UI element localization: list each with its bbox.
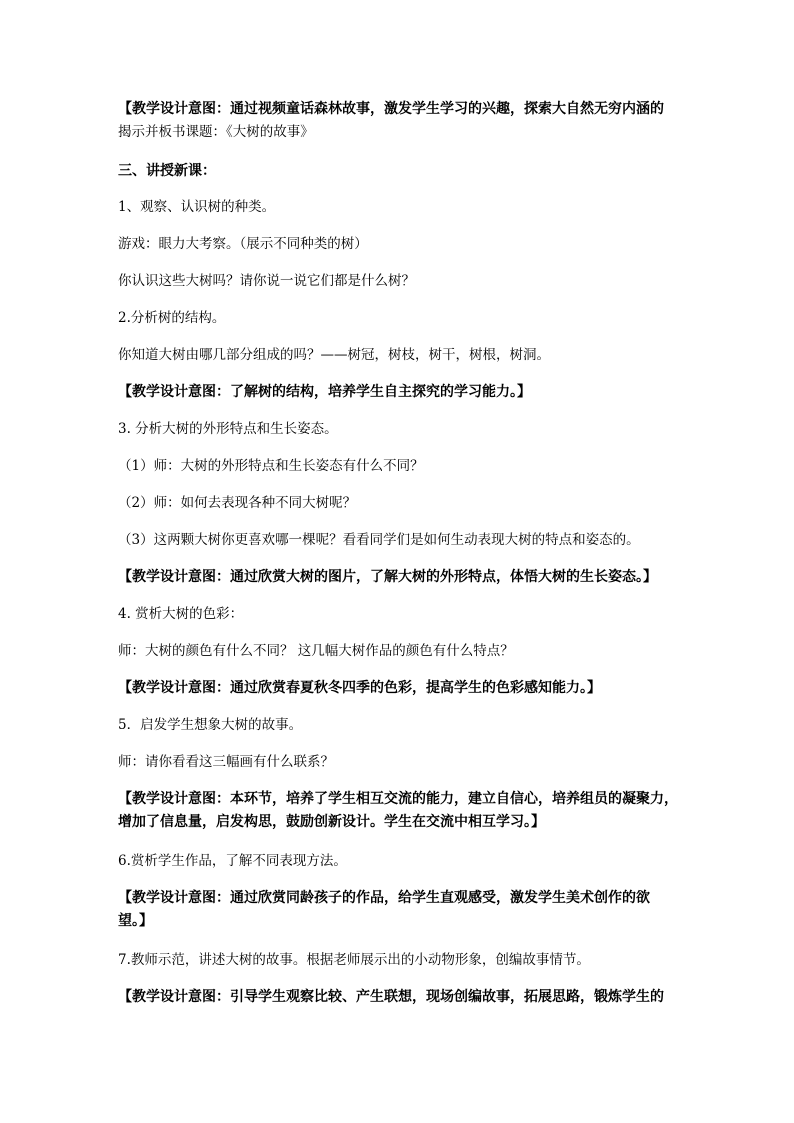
paragraph-color-question: 师：大树的颜色有什么不同？ 这几幅大树作品的颜色有什么特点？: [118, 643, 514, 659]
paragraph-item-2: （2）师：如何去表现各种不同大树呢？: [118, 495, 357, 511]
paragraph-step-4: 4. 赏析大树的色彩：: [118, 606, 244, 622]
paragraph-design-intent-5a: 【教学设计意图：本环节，培养了学生相互交流的能力，建立自信心，培养组员的凝聚力，: [118, 791, 678, 807]
paragraph-step-5: 5．启发学生想象大树的故事。: [118, 717, 303, 733]
paragraph-design-intent-1: 【教学设计意图：通过视频童话森林故事，激发学生学习的兴趣，探索大自然无穷内涵的: [118, 101, 664, 117]
paragraph-game: 游戏：眼力大考察。（展示不同种类的树）: [118, 236, 368, 252]
section-heading: 三、讲授新课：: [118, 163, 216, 179]
paragraph-design-intent-3: 【教学设计意图：通过欣赏大树的图片，了解大树的外形特点，体悟大树的生长姿态。】: [118, 569, 657, 585]
paragraph-step-2: 2.分析树的结构。: [118, 310, 226, 326]
paragraph-connection-question: 师：请你看看这三幅画有什么联系？: [118, 754, 334, 770]
paragraph-design-intent-5b: 增加了信息量，启发构思，鼓励创新设计。学生在交流中相互学习。】: [118, 814, 545, 830]
paragraph-step-3: 3. 分析大树的外形特点和生长姿态。: [118, 421, 338, 437]
paragraph-design-intent-2: 【教学设计意图：了解树的结构，培养学生自主探究的学习能力。】: [118, 384, 531, 400]
paragraph-item-1: （1）师：大树的外形特点和生长姿态有什么不同？: [118, 458, 424, 474]
paragraph-design-intent-7: 【教学设计意图：引导学生观察比较、产生联想，现场创编故事，拓展思路，锻炼学生的: [118, 989, 664, 1005]
paragraph-design-intent-6b: 望。】: [118, 913, 153, 929]
paragraph-lesson-title: 揭示并板书课题：《大树的故事》: [118, 124, 314, 140]
paragraph-step-7: 7.教师示范，讲述大树的故事。根据老师展示出的小动物形象，创编故事情节。: [118, 952, 590, 968]
paragraph-step-6: 6.赏析学生作品，了解不同表现方法。: [118, 853, 347, 869]
paragraph-item-3: （3）这两颗大树你更喜欢哪一棵呢？看看同学们是如何生动表现大树的特点和姿态的。: [118, 532, 640, 548]
paragraph-question: 你认识这些大树吗？请你说一说它们都是什么树？: [118, 273, 415, 289]
paragraph-step-1: 1、观察、认识树的种类。: [118, 199, 276, 215]
paragraph-tree-parts: 你知道大树由哪几部分组成的吗？——树冠，树枝，树干，树根，树洞。: [118, 347, 550, 363]
paragraph-design-intent-6a: 【教学设计意图：通过欣赏同龄孩子的作品，给学生直观感受，激发学生美术创作的欲: [118, 890, 650, 906]
paragraph-design-intent-4: 【教学设计意图：通过欣赏春夏秋冬四季的色彩，提高学生的色彩感知能力。】: [118, 680, 601, 696]
